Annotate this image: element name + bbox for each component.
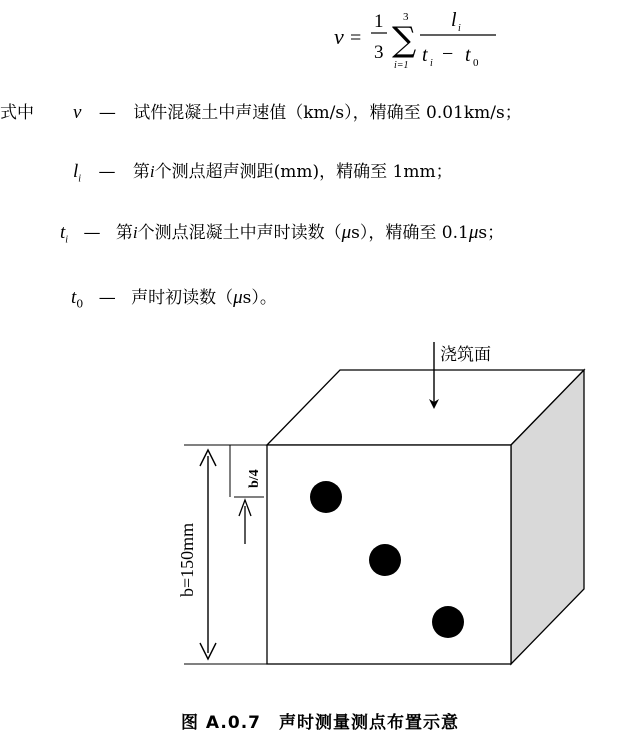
formula-sum-symbol: ∑: [392, 20, 417, 60]
measuring-point-2: [369, 544, 401, 576]
figure-svg: [170, 332, 600, 677]
pour-face-label: 浇筑面: [440, 345, 491, 365]
def-t-mu: μ: [341, 222, 352, 243]
def-t0-text-a: 声时初读数（: [131, 288, 234, 308]
def-t-var: i: [132, 223, 138, 242]
formula-equals: =: [350, 27, 362, 49]
definition-l: [73, 157, 453, 184]
formula: [318, 4, 508, 74]
quarter-label: b/4: [247, 469, 262, 488]
def-t0-symbol: t: [71, 287, 77, 308]
def-t-text-a: 第: [115, 223, 133, 243]
def-l-symbol: l: [73, 161, 79, 182]
definition-t0: [71, 283, 277, 310]
definition-v: [73, 98, 522, 124]
def-l-var: i: [149, 162, 155, 181]
measuring-point-1: [310, 481, 342, 513]
def-t-text-c: s），精确至 0.1: [351, 223, 469, 243]
formula-sum-upper: 3: [403, 11, 409, 23]
formula-den-t0-sub: 0: [473, 57, 479, 69]
formula-den-t: t: [422, 44, 428, 66]
formula-lhs: v: [334, 24, 344, 49]
test-cube-figure: [170, 332, 600, 681]
def-t0-dash: —: [98, 288, 116, 308]
formula-den-sub: i: [430, 58, 433, 69]
def-v-dash: —: [98, 103, 116, 123]
formula-num-sub: i: [458, 23, 461, 34]
formula-sum-lower: i=1: [394, 60, 409, 71]
formula-frac-num: 1: [374, 11, 384, 32]
def-t-dash: —: [83, 223, 101, 243]
def-v-symbol: v: [73, 102, 82, 123]
def-t-text-b: 个测点混凝土中声时读数（: [137, 223, 342, 243]
def-t0-mu: μ: [233, 287, 243, 308]
def-l-dash: —: [98, 162, 116, 182]
def-v-text: 试件混凝土中声速值（km/s），精确至 0.01km/s；: [133, 103, 522, 123]
def-t-symbol: t: [60, 222, 66, 243]
def-l-text-b: 个测点超声测距(mm)，精确至 1mm；: [154, 162, 453, 182]
def-t0-sub: 0: [76, 297, 84, 311]
def-t-sub: i: [65, 234, 69, 246]
def-t-mu2: μ: [468, 222, 479, 243]
formula-svg: [318, 4, 508, 74]
definitions-intro: 式中: [0, 103, 34, 123]
formula-den-t0: t: [465, 44, 471, 66]
def-t0-text-b: s）。: [242, 288, 277, 308]
formula-num-var: l: [451, 9, 457, 31]
formula-frac-den: 3: [374, 42, 384, 63]
measuring-point-3: [432, 606, 464, 638]
dimension-label: b=150mm: [177, 522, 197, 597]
def-t-text-d: s；: [478, 223, 505, 243]
def-l-sub: i: [78, 173, 82, 185]
figure-caption: 图 A.0.7 声时测量测点布置示意: [181, 713, 459, 733]
def-l-text-a: 第: [132, 162, 150, 182]
formula-den-minus: −: [442, 43, 454, 65]
definition-t: [60, 218, 504, 245]
